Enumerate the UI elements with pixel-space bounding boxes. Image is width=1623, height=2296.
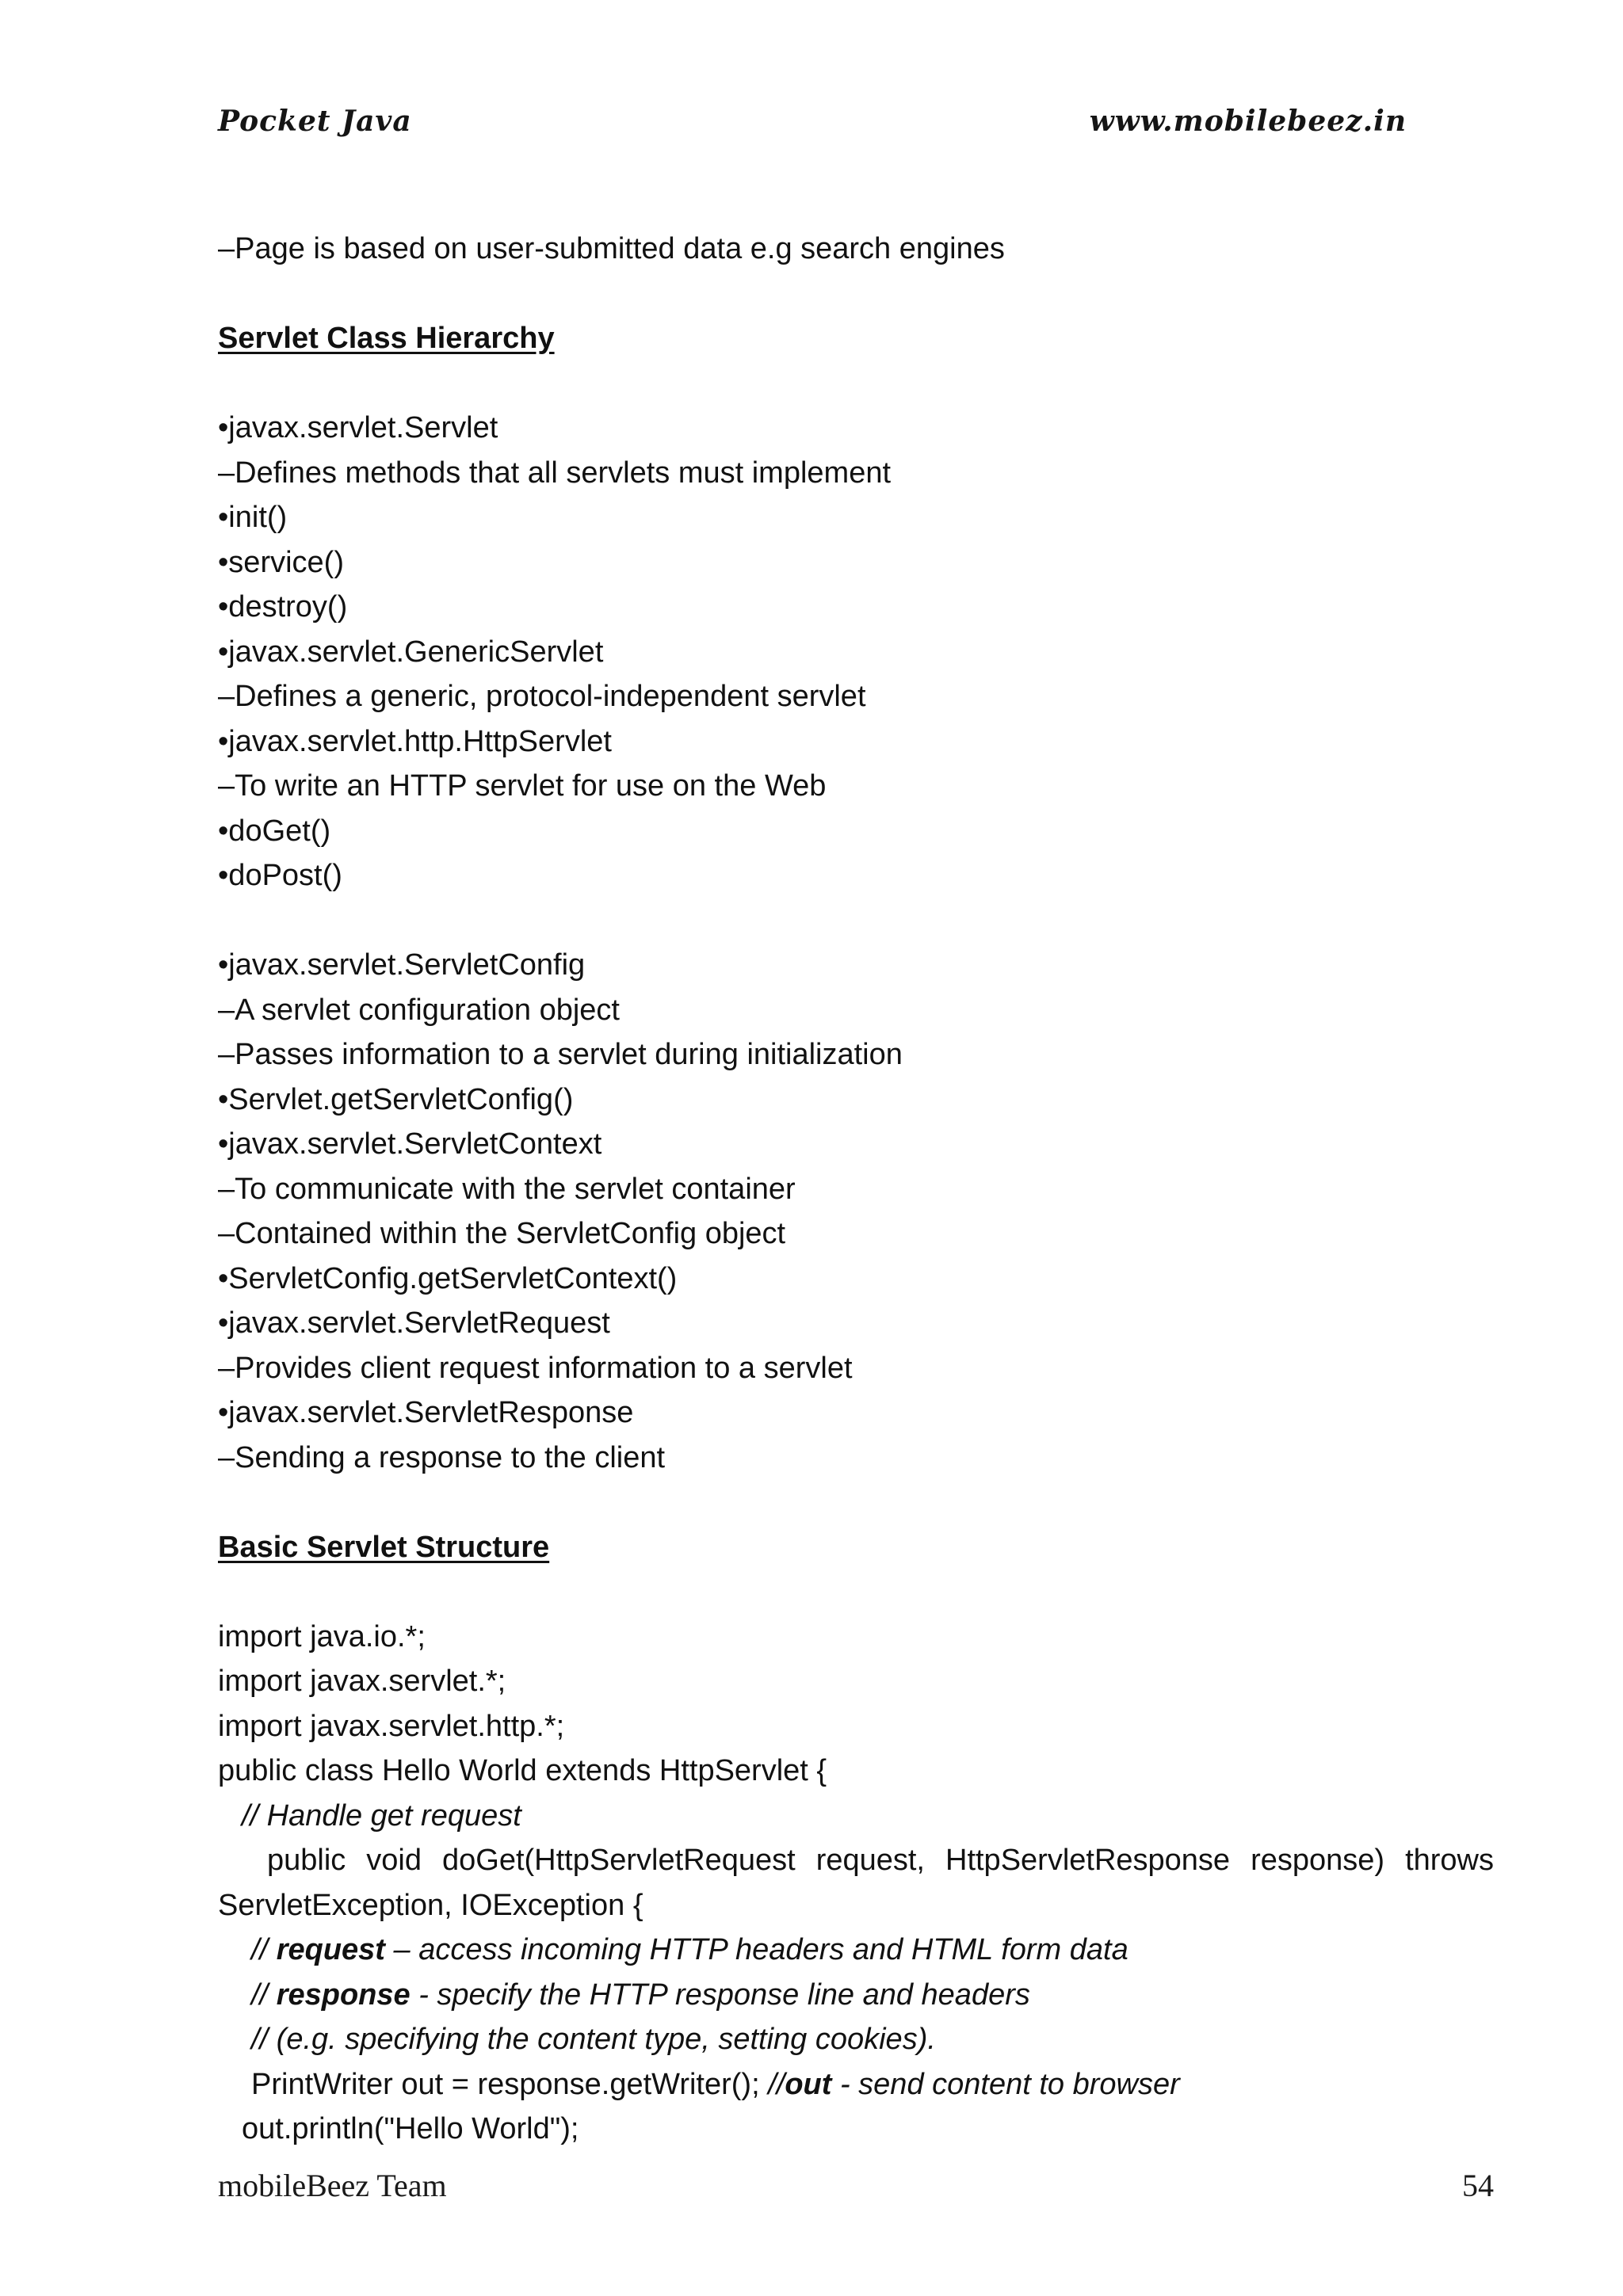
list-item: •init()	[218, 501, 288, 534]
list-item: •javax.servlet.http.HttpServlet	[218, 724, 612, 758]
list-item: •service()	[218, 545, 344, 579]
list-item: •javax.servlet.ServletContext	[218, 1127, 602, 1161]
page-number: 54	[1462, 2168, 1494, 2203]
list-item: –Defines methods that all servlets must implement	[218, 456, 892, 490]
comment-prefix: //	[251, 1933, 277, 1966]
hierarchy-list-1	[218, 406, 1494, 898]
list-item: •doPost()	[218, 859, 342, 892]
code-token: doGet(HttpServletRequest	[442, 1844, 796, 1877]
page-body	[218, 227, 1494, 2152]
comment-keyword: response	[276, 1978, 411, 2012]
intro-line: –Page is based on user-submitted data e.g search engines	[218, 232, 1005, 265]
page-header	[218, 105, 1407, 152]
header-website: www.mobilebeez.in	[1089, 105, 1407, 138]
comment-keyword: request	[276, 1933, 385, 1966]
code-comment-response	[218, 1973, 1494, 2018]
list-item: –Defines a generic, protocol-independent servlet	[218, 680, 866, 713]
code-line: out.println("Hello World");	[242, 2112, 579, 2145]
list-item: –A servlet configuration object	[218, 993, 620, 1027]
spacer	[218, 1480, 1494, 1525]
code-line: import javax.servlet.http.*;	[218, 1709, 565, 1743]
list-item: –Sending a response to the client	[218, 1440, 666, 1474]
comment-prefix: //	[768, 2067, 785, 2101]
code-text: PrintWriter out = response.getWriter();	[251, 2067, 769, 2101]
comment-text: – access incoming HTTP headers and HTML form data	[384, 1933, 1128, 1966]
code-comment-request	[218, 1928, 1494, 1973]
list-item: •javax.servlet.ServletResponse	[218, 1396, 634, 1429]
comment-keyword: out	[785, 2067, 832, 2101]
list-item: •ServletConfig.getServletContext()	[218, 1261, 678, 1295]
code-line: ServletException, IOException {	[218, 1888, 643, 1922]
comment-prefix: //	[251, 1978, 277, 2012]
spacer	[218, 272, 1494, 317]
section-heading-basic-servlet-structure: Basic Servlet Structure	[218, 1530, 550, 1564]
code-line: public class Hello World extends HttpServlet {	[218, 1754, 827, 1787]
list-item: –Passes information to a servlet during initialization	[218, 1038, 903, 1071]
code-comment: // Handle get request	[242, 1798, 521, 1833]
hierarchy-list-2	[218, 943, 1494, 1480]
list-item: –To communicate with the servlet container	[218, 1172, 796, 1206]
list-item: •javax.servlet.Servlet	[218, 411, 498, 444]
list-item: •javax.servlet.GenericServlet	[218, 635, 604, 669]
code-line: import javax.servlet.*;	[218, 1665, 506, 1698]
list-item: •javax.servlet.ServletRequest	[218, 1306, 610, 1340]
list-item: •doGet()	[218, 814, 331, 848]
comment-text: - specify the HTTP response line and headers	[410, 1978, 1030, 2012]
comment-text: - send content to browser	[831, 2067, 1180, 2101]
code-line: import java.io.*;	[218, 1619, 426, 1653]
section-heading-servlet-class-hierarchy: Servlet Class Hierarchy	[218, 322, 555, 355]
code-line-printwriter	[218, 2062, 1494, 2107]
list-item: –To write an HTTP servlet for use on the Web	[218, 769, 827, 803]
code-token: public	[267, 1844, 346, 1877]
list-item: •javax.servlet.ServletConfig	[218, 948, 586, 982]
code-token: HttpServletResponse	[945, 1844, 1231, 1877]
spacer	[218, 361, 1494, 406]
spacer	[218, 1569, 1494, 1615]
code-token: request,	[815, 1844, 925, 1877]
footer-author: mobileBeez Team	[218, 2168, 447, 2203]
list-item: –Contained within the ServletConfig object	[218, 1217, 786, 1250]
code-token: void	[366, 1844, 422, 1877]
code-token: response)	[1251, 1844, 1385, 1877]
code-comment: // (e.g. specifying the content type, setting cookies).	[251, 2023, 936, 2056]
list-item: •destroy()	[218, 590, 348, 624]
header-book-title: Pocket Java	[218, 105, 412, 138]
list-item: •Servlet.getServletConfig()	[218, 1082, 574, 1116]
code-token: throws	[1405, 1844, 1494, 1877]
page-footer	[218, 2167, 1494, 2214]
code-line-method-signature	[218, 1838, 1494, 1883]
code-listing	[218, 1615, 1494, 2152]
list-item: –Provides client request information to a servlet	[218, 1351, 853, 1385]
spacer	[218, 898, 1494, 944]
